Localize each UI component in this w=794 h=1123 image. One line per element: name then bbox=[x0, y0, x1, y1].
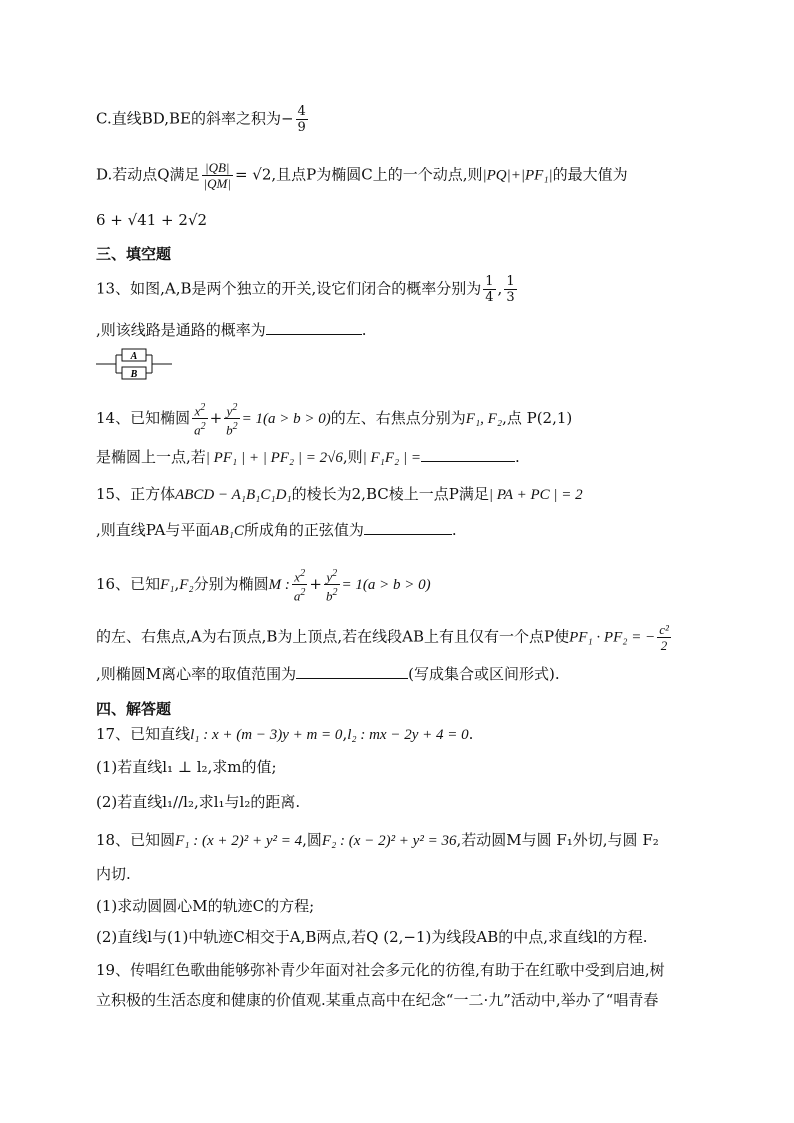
q18-circle2: F₂ : (x − 2)² + y² = 36 bbox=[321, 833, 457, 849]
answer-blank[interactable] bbox=[364, 520, 452, 535]
q16-eq: = 1(a > b > 0) bbox=[341, 576, 431, 593]
fraction-y2-b2: $\frac{y^2}{b^2}$ bbox=[326, 568, 338, 604]
q16-sep: , bbox=[174, 574, 180, 593]
period: . bbox=[361, 321, 367, 339]
equation-sqrt2: = √2 bbox=[234, 165, 272, 184]
frac-num: |QB| bbox=[202, 160, 233, 176]
q18-mid: ,若动圆M与圆 F₁外切,与圆 F₂ bbox=[456, 831, 659, 849]
q13-cont-text: ,则该线路是通路的概率为 bbox=[96, 321, 266, 339]
option-c bbox=[96, 104, 310, 135]
fraction-c2-2 bbox=[657, 622, 671, 653]
period: . bbox=[468, 725, 474, 743]
q16-dot-product: PF₁ · PF₂ = − bbox=[569, 629, 656, 646]
q15-plane: AB₁C bbox=[210, 523, 244, 539]
question-14: 14、已知椭圆 $\frac{x^2}{a^2}$ + $\frac{y^2}{b^2}$ = 1(a > b > 0)的左、右焦点分别为F₁, F₂,点 P(2,1) bbox=[96, 402, 573, 438]
fraction-y2-b2: $\frac{y^2}{b^2}$ bbox=[226, 402, 238, 438]
q16-prefix: 16、已知 bbox=[96, 574, 161, 593]
q17-l1: l₁ : x + (m − 3)y + m = 0 bbox=[190, 727, 343, 743]
q17-part-1: (1)若直线l₁ ⊥ l₂,求m的值; bbox=[96, 758, 277, 776]
q17-prefix: 17、已知直线 bbox=[96, 725, 191, 743]
frac-den: 3 bbox=[506, 290, 515, 305]
q13-text: 13、如图,A,B是两个独立的开关,设它们闭合的概率分别为 bbox=[96, 279, 482, 298]
frac-num: 1 bbox=[485, 274, 494, 289]
q15-cube: ABCD − A₁B₁C₁D₁ bbox=[175, 487, 292, 503]
fraction-qb-qm bbox=[202, 160, 233, 191]
minus-sign: − bbox=[280, 109, 294, 128]
question-13: 13、如图,A,B是两个独立的开关,设它们闭合的概率分别为 $\frac{1}{4}$ , $\frac{1}{3}$ bbox=[96, 274, 515, 305]
q17-l2: l₂ : mx − 2y + 4 = 0 bbox=[347, 727, 469, 743]
q17-part-2: (2)若直线l₁//l₂,求l₁与l₂的距离. bbox=[96, 793, 301, 811]
switch-circuit-diagram bbox=[96, 348, 172, 380]
q14-mid: 的左、右焦点分别为 bbox=[330, 408, 466, 427]
q16-line3: ,则椭圆M离心率的取值范围为 bbox=[96, 665, 297, 683]
q18-prefix: 18、已知圆 bbox=[96, 831, 176, 849]
q14-target: | F₁F₂ | = bbox=[362, 450, 421, 466]
frac-num: 4 bbox=[297, 104, 306, 119]
q16-line2: 的左、右焦点,A为右顶点,B为上顶点,若在线段AB上有且仅有一个点P使 bbox=[96, 627, 570, 646]
fraction-1-3 bbox=[504, 274, 516, 305]
q16-f1: F₁ bbox=[160, 576, 175, 593]
question-17 bbox=[96, 724, 473, 745]
answer-blank[interactable] bbox=[266, 320, 362, 335]
question-18 bbox=[96, 830, 659, 851]
q14-eq: = 1(a > b > 0) bbox=[241, 410, 331, 427]
frac-den: |QM| bbox=[203, 176, 231, 191]
section-title-answer: 四、解答题 bbox=[96, 700, 172, 718]
frac-den: 4 bbox=[485, 290, 494, 305]
q18-circle1: F₁ : (x + 2)² + y² = 4 bbox=[175, 833, 303, 849]
q18-sep: ,圆 bbox=[302, 831, 322, 849]
option-d-suffix: 的最大值为 bbox=[552, 165, 628, 184]
question-13-cont bbox=[96, 320, 367, 340]
q14-cond: | PF₁ | + | PF₂ | = 2√6 bbox=[205, 450, 343, 466]
option-c-text: C.直线BD,BE的斜率之积为 bbox=[96, 109, 281, 128]
answer-blank[interactable] bbox=[421, 447, 515, 462]
q14-prefix: 14、已知椭圆 bbox=[96, 408, 191, 427]
q15-line2: ,则直线PA与平面 bbox=[96, 521, 211, 539]
period: . bbox=[451, 521, 457, 539]
question-18-cont: 内切. bbox=[96, 865, 131, 883]
frac-num: c² bbox=[659, 622, 669, 637]
q15-prefix: 15、正方体 bbox=[96, 485, 176, 503]
q17-sep: , bbox=[342, 725, 348, 743]
q18-part-1: (1)求动圆圆心M的轨迹C的方程; bbox=[96, 897, 315, 915]
q16-f2: F₂ bbox=[179, 576, 194, 593]
option-d-prefix: D.若动点Q满足 bbox=[96, 165, 200, 184]
section-title-fill-in: 三、填空题 bbox=[96, 245, 172, 263]
question-16-cont bbox=[96, 622, 673, 653]
question-19-line1: 19、传唱红色歌曲能够弥补青少年面对社会多元化的彷徨,有助于在红歌中受到启迪,树 bbox=[96, 961, 665, 979]
question-16-cont2 bbox=[96, 664, 560, 684]
q15-mid: 的棱长为2,BC棱上一点P满足 bbox=[291, 485, 489, 503]
abs-expression: |PQ|+|PF₁| bbox=[482, 167, 553, 184]
q16-mid: 分别为椭圆 bbox=[193, 574, 269, 593]
q18-part-2: (2)直线l与(1)中轨迹C相交于A,B两点,若Q (2,−1)为线段AB的中点,求直线l的方程. bbox=[96, 928, 648, 946]
fraction-1-4 bbox=[483, 274, 495, 305]
q14-line2: 是椭圆上一点,若 bbox=[96, 448, 206, 466]
frac-num: 1 bbox=[506, 274, 515, 289]
fraction-x2-a2: $\frac{x^2}{a^2}$ bbox=[194, 402, 206, 438]
question-15-cont bbox=[96, 520, 457, 541]
question-19-line2: 立积极的生活态度和健康的价值观.某重点高中在纪念“一二·九”活动中,举办了“唱青春 bbox=[96, 991, 659, 1009]
frac-den: 2 bbox=[660, 638, 668, 653]
switch-b-label: B bbox=[130, 369, 138, 380]
question-14-cont bbox=[96, 447, 520, 468]
q14-point: ,点 P(2,1) bbox=[502, 408, 573, 427]
fraction-4-9 bbox=[296, 104, 308, 135]
switch-a-label: A bbox=[130, 351, 138, 362]
q15-line2-end: 所成角的正弦值为 bbox=[243, 521, 364, 539]
q16-line3-end: (写成集合或区间形式). bbox=[408, 665, 560, 683]
frac-den: 9 bbox=[297, 120, 306, 135]
q14-ask: ,则 bbox=[342, 448, 363, 466]
q14-foci: F₁, F₂ bbox=[465, 410, 503, 427]
answer-blank[interactable] bbox=[296, 664, 408, 679]
q15-cond: | PA + PC | = 2 bbox=[488, 487, 583, 503]
fraction-x2-a2: $\frac{x^2}{a^2}$ bbox=[293, 568, 306, 604]
period: . bbox=[515, 448, 520, 466]
option-d bbox=[96, 160, 628, 191]
q16-ellipse-name: M : bbox=[268, 576, 290, 593]
question-15 bbox=[96, 484, 583, 505]
option-d-answer: 6 + √41 + 2√2 bbox=[96, 211, 208, 229]
question-16: 16、已知F₁,F₂分别为椭圆M : $\frac{x^2}{a^2}$ + $\frac{y^2}{b^2}$ = 1(a > b > 0) bbox=[96, 568, 431, 604]
option-d-mid: ,且点P为椭圆C上的一个动点,则 bbox=[271, 165, 483, 184]
